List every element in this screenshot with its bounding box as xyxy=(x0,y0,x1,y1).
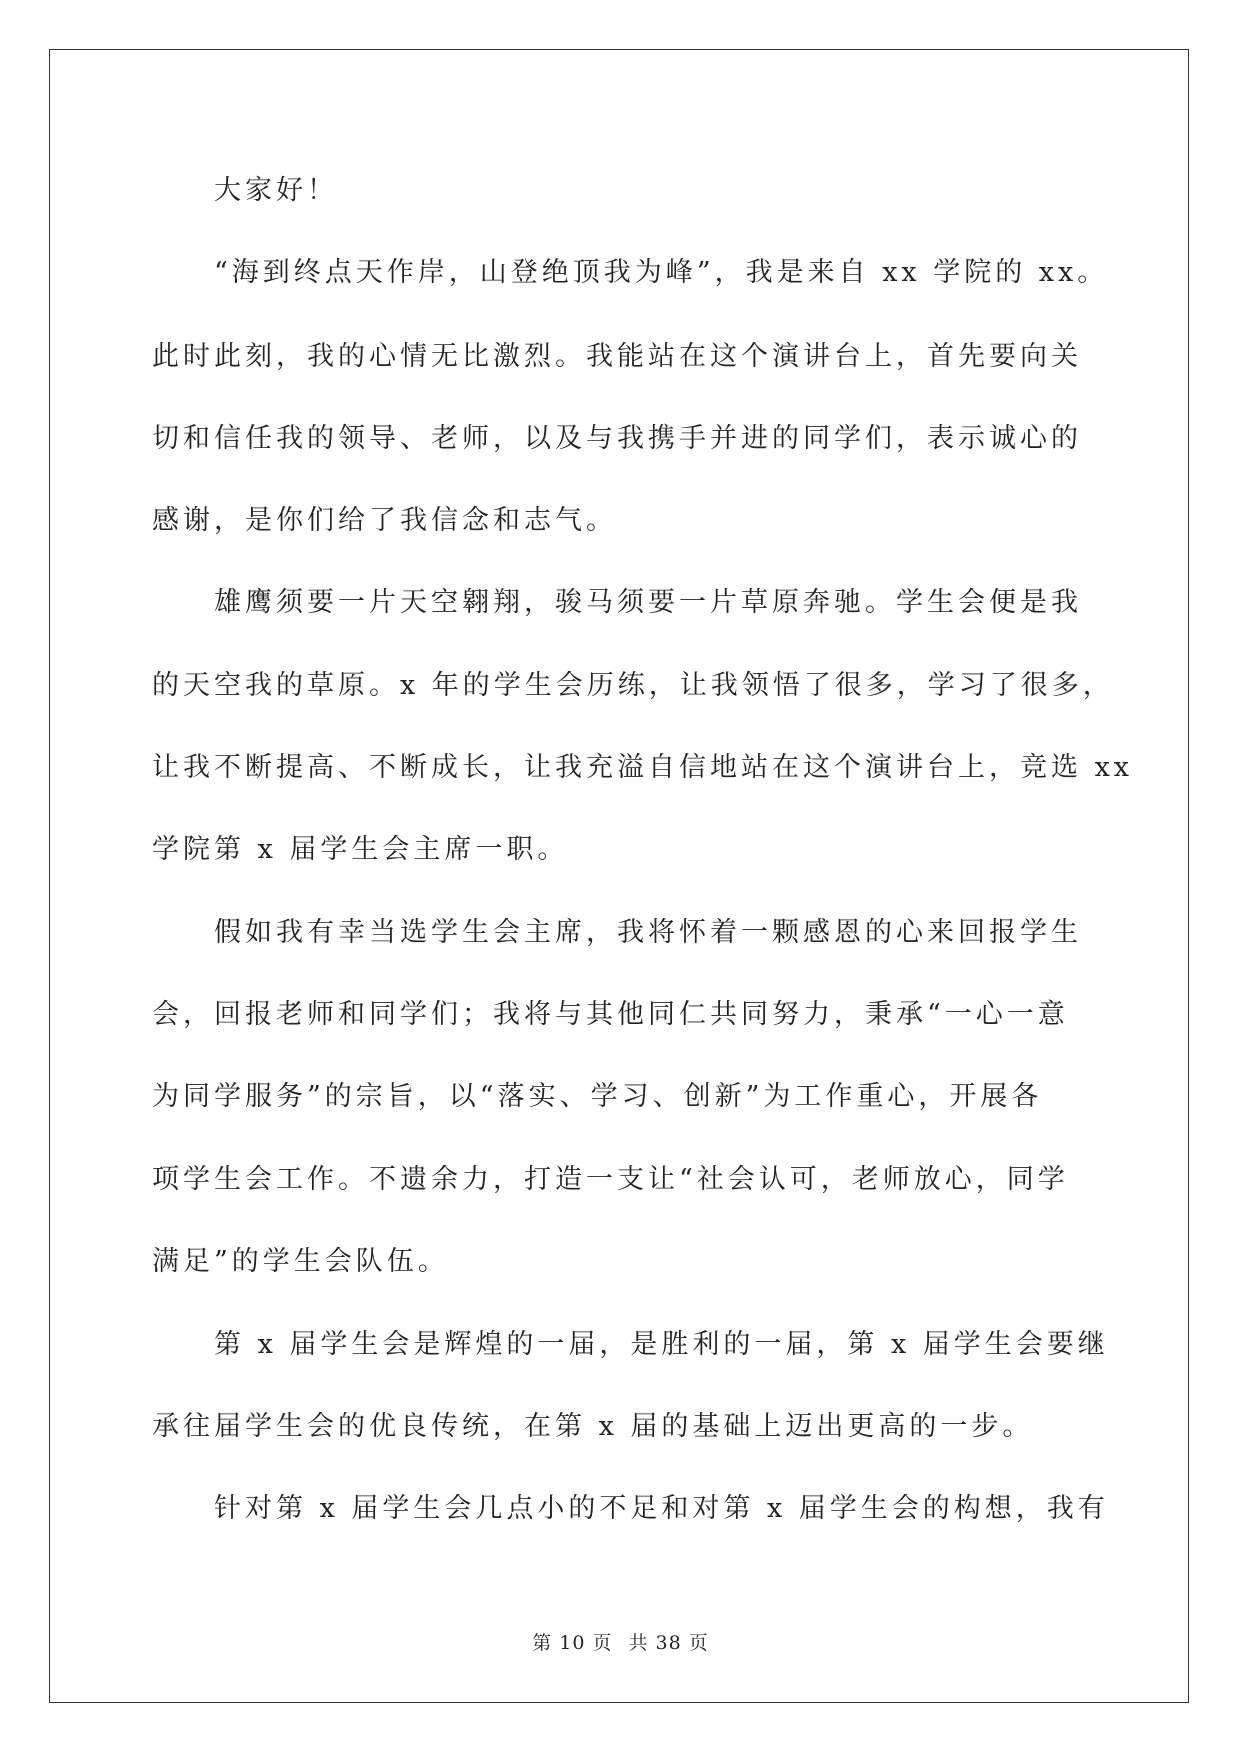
text-line: 切和信任我的领导、老师，以及与我携手并进的同学们，表示诚心的 xyxy=(152,423,1082,454)
text-line: 会，回报老师和同学们；我将与其他同仁共同努力，秉承“一心一意 xyxy=(152,999,1069,1030)
text-line: 此时此刻，我的心情无比激烈。我能站在这个演讲台上，首先要向关 xyxy=(152,341,1082,372)
text-line-greeting: 大家好！ xyxy=(214,175,338,206)
text-line: 学院第 x 届学生会主席一职。 xyxy=(152,834,569,865)
text-line: 让我不断提高、不断成长，让我充溢自信地站在这个演讲台上，竞选 xx xyxy=(152,752,1134,783)
page-number-total: 共 38 页 xyxy=(628,1632,709,1654)
text-line: 雄鹰须要一片天空翱翔，骏马须要一片草原奔驰。学生会便是我 xyxy=(214,587,1082,618)
text-line: 假如我有幸当选学生会主席，我将怀着一颗感恩的心来回报学生 xyxy=(214,917,1082,948)
page-footer xyxy=(0,1628,1241,1658)
text-line: 为同学服务”的宗旨，以“落实、学习、创新”为工作重心，开展各 xyxy=(152,1081,1043,1112)
text-line: 感谢，是你们给了我信念和志气。 xyxy=(152,505,617,536)
text-line: “海到终点天作岸，山登绝顶我为峰”，我是来自 xx 学院的 xx。 xyxy=(214,257,1109,288)
text-line: 针对第 x 届学生会几点小的不足和对第 x 届学生会的构想，我有 xyxy=(214,1493,1109,1524)
text-line: 满足”的学生会队伍。 xyxy=(152,1246,449,1277)
page-number-current: 第 10 页 xyxy=(532,1632,613,1654)
text-line: 第 x 届学生会是辉煌的一届，是胜利的一届，第 x 届学生会要继 xyxy=(214,1329,1109,1360)
text-line: 的天空我的草原。x 年的学生会历练，让我领悟了很多，学习了很多， xyxy=(152,670,1114,701)
text-line: 项学生会工作。不遗余力，打造一支让“社会认可，老师放心，同学 xyxy=(152,1164,1069,1195)
text-line: 承往届学生会的优良传统，在第 x 届的基础上迈出更高的一步。 xyxy=(152,1411,1034,1442)
